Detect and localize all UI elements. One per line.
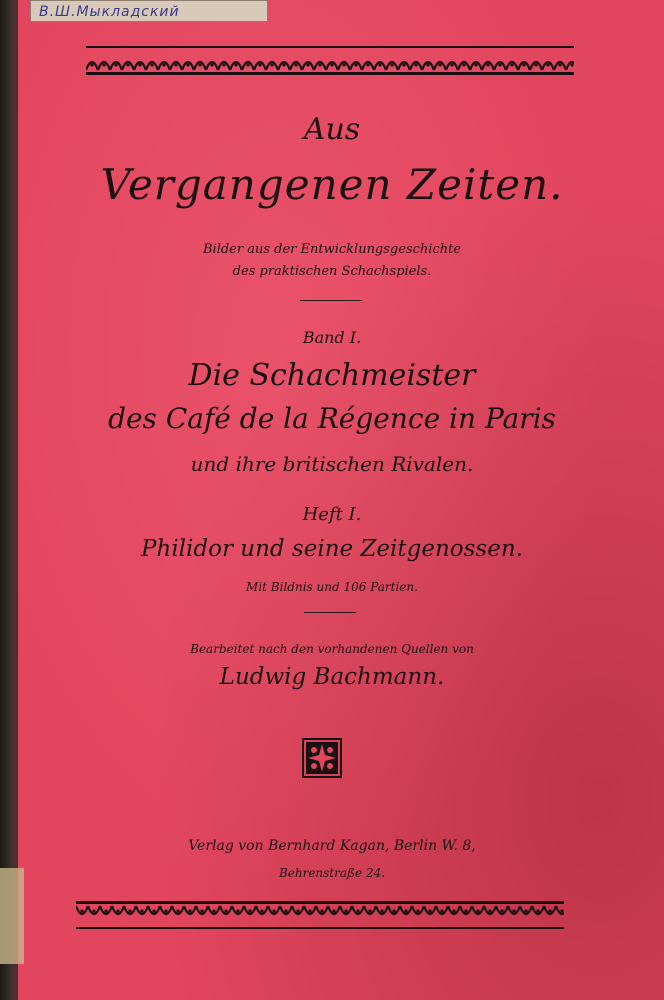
main-title: Vergangenen Zeiten. xyxy=(100,160,564,209)
band-title-line-3: und ihre britischen Rivalen. xyxy=(190,452,474,476)
heft-title: Philidor und seine Zeitgenossen. xyxy=(141,536,523,562)
spine-tape xyxy=(0,868,24,964)
bottom-ornament-border xyxy=(76,900,564,930)
author-name: Ludwig Bachmann. xyxy=(219,664,445,690)
ownership-stamp: В.Ш.Мыкладский xyxy=(30,0,268,22)
band-label: Band I. xyxy=(302,328,362,347)
heft-label: Heft I. xyxy=(302,504,362,525)
publisher-line-2: Behrenstraße 24. xyxy=(278,866,386,880)
top-ornament-border xyxy=(86,46,574,76)
band-title-line-1: Die Schachmeister xyxy=(188,358,476,393)
divider-2 xyxy=(304,612,356,613)
subtitle-line-2: des praktischen Schachspiels. xyxy=(232,264,432,279)
title-aus: Aus xyxy=(303,112,361,147)
heft-note: Mit Bildnis und 106 Partien. xyxy=(246,580,418,594)
publisher-emblem-icon xyxy=(302,738,342,778)
subtitle-line-1: Bilder aus der Entwicklungsgeschichte xyxy=(202,242,461,257)
divider-1 xyxy=(300,300,362,301)
author-intro: Bearbeitet nach den vorhandenen Quellen von xyxy=(190,642,474,656)
publisher-line-1: Verlag von Bernhard Kagan, Berlin W. 8, xyxy=(188,838,476,854)
band-title-line-2: des Café de la Régence in Paris xyxy=(108,402,556,435)
